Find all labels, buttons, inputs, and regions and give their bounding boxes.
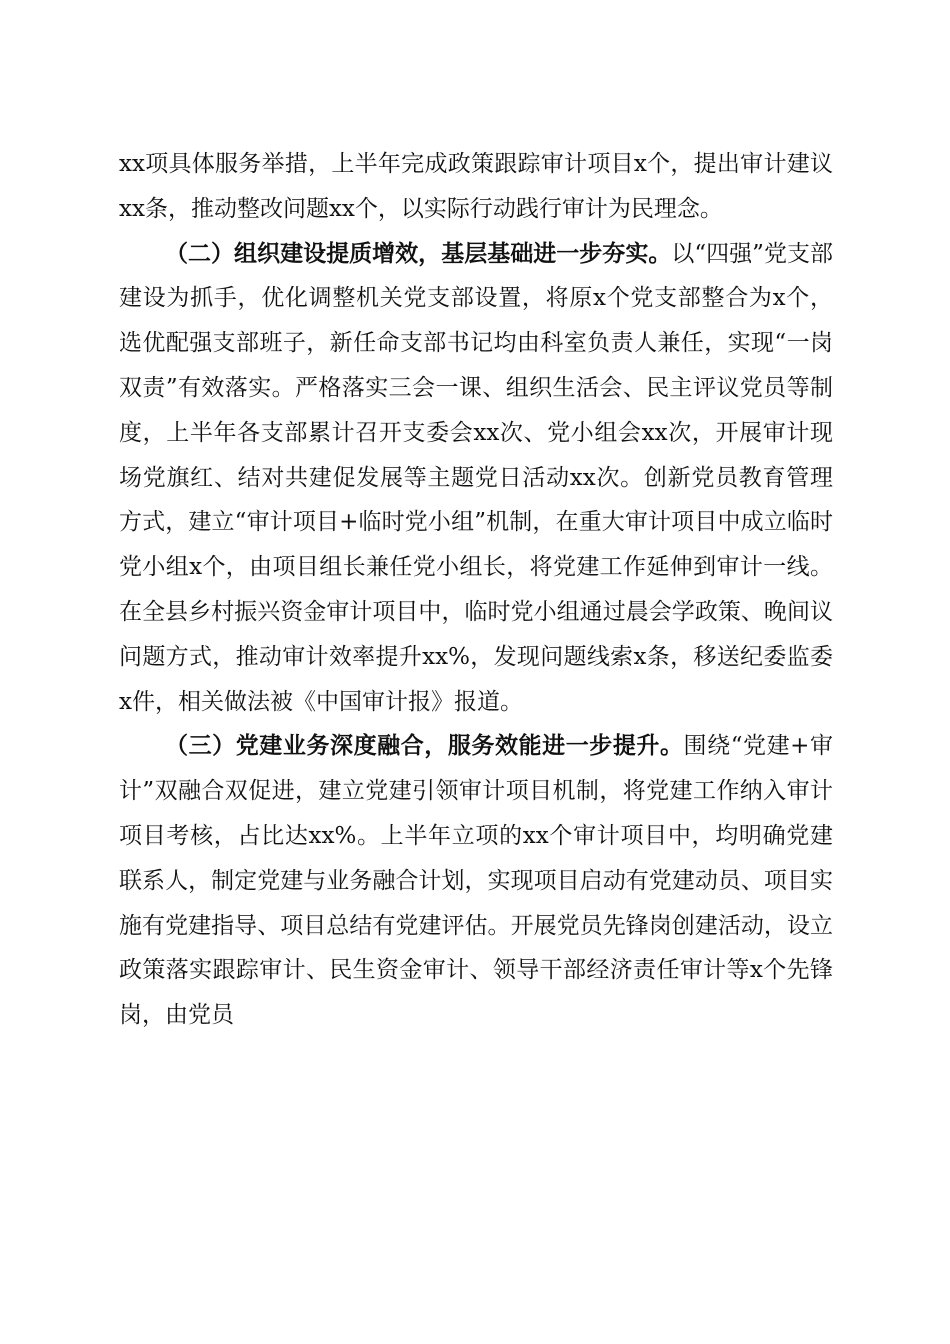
paragraph-2-body: 以“四强”党支部建设为抓手，优化调整机关党支部设置，将原x个党支部整合为x个，选优配强支部班子，新任命支部书记均由科室负责人兼任，实现“一岗双责”有效落实。严格落实三会一课、组织生活会、民主评议党员等制度，上半年各支部累计召开支委会xx次、党小组会xx次，开展审计现场党旗红、结对共建促发展等主题党日活动xx次。创新党员教育管理方式，建立“审计项目+临时党小组”机制，在重大审计项目中成立临时党小组x个，由项目组长兼任党小组长，将党建工作延伸到审计一线。在全县乡村振兴资金审计项目中，临时党小组通过晨会学政策、晚间议问题方式，推动审计效率提升xx%，发现问题线索x条，移送纪委监委x件，相关做法被《中国审计报》报道。 xyxy=(119,240,833,715)
paragraph-1-body: xx项具体服务举措，上半年完成政策跟踪审计项目x个，提出审计建议xx条，推动整改问题xx个，以实际行动践行审计为民理念。 xyxy=(119,151,833,222)
document-body xyxy=(119,142,833,1038)
paragraph-2-heading: （二）组织建设提质增效，基层基础进一步夯实。 xyxy=(165,240,672,267)
paragraph-2 xyxy=(119,232,833,725)
paragraph-3 xyxy=(119,724,833,1038)
paragraph-1 xyxy=(119,142,833,232)
paragraph-3-heading: （三）党建业务深度融合，服务效能进一步提升。 xyxy=(165,733,684,760)
paragraph-3-body: 围绕“党建+审计”双融合双促进，建立党建引领审计项目机制，将党建工作纳入审计项目考核，占比达xx%。上半年立项的xx个审计项目中，均明确党建联系人，制定党建与业务融合计划，实现项目启动有党建动员、项目实施有党建指导、项目总结有党建评估。开展党员先锋岗创建活动，设立政策落实跟踪审计、民生资金审计、领导干部经济责任审计等x个先锋岗，由党员 xyxy=(119,733,833,1029)
